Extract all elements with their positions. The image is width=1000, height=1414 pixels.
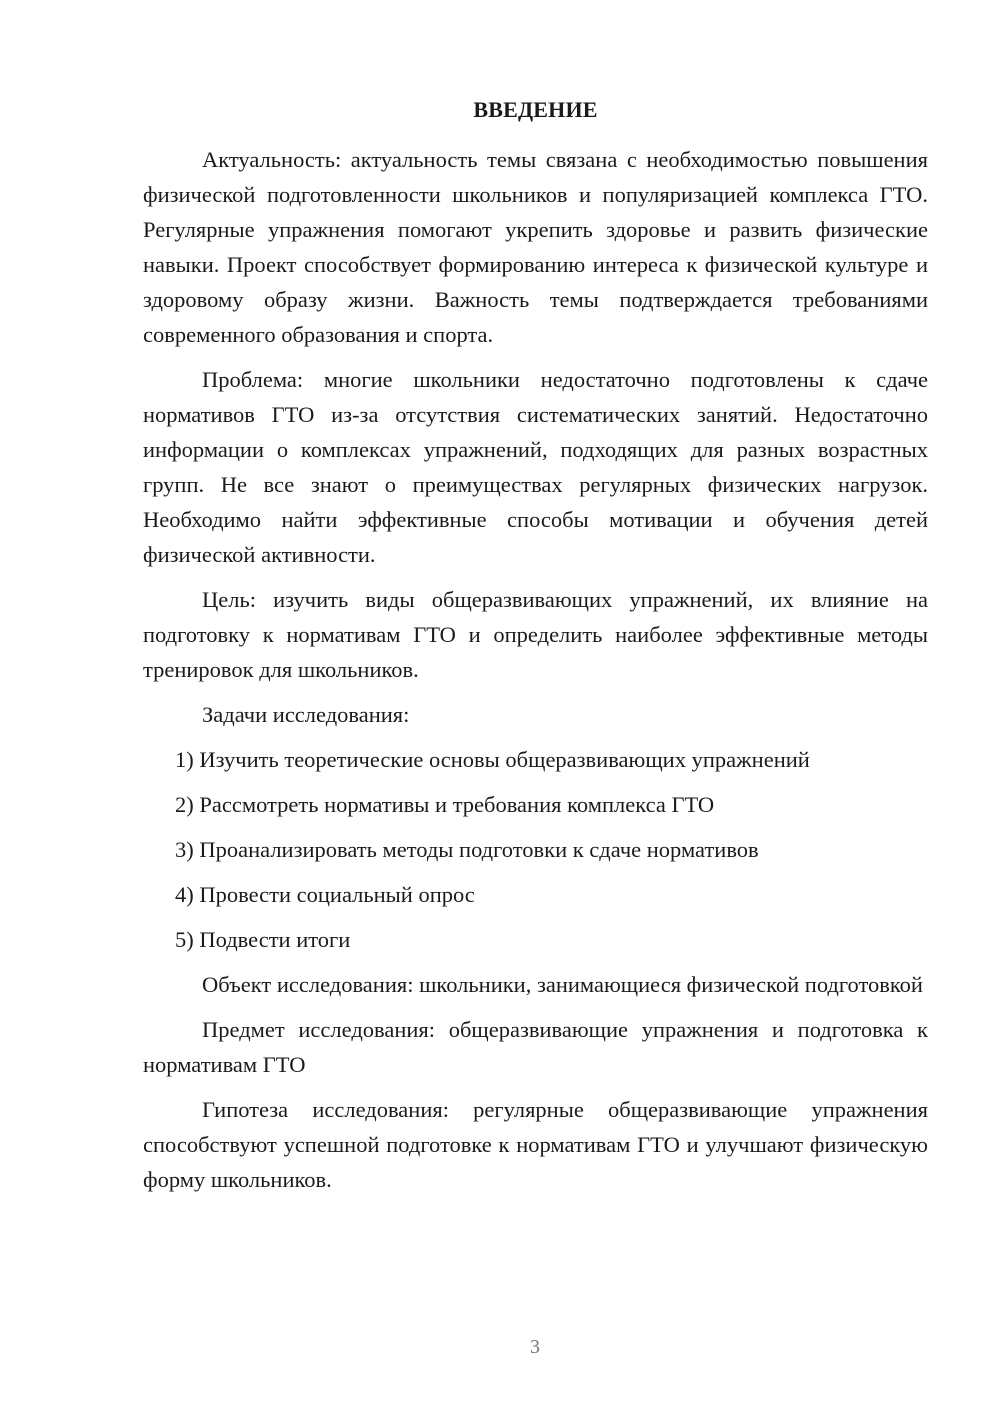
page-title: ВВЕДЕНИЕ [473, 97, 598, 122]
task-item: 1) Изучить теоретические основы общеразвивающих упражнений [175, 747, 810, 772]
task-item: 2) Рассмотреть нормативы и требования комплекса ГТО [175, 792, 715, 817]
subject-paragraph: Предмет исследования: общеразвивающие упражнения и подготовка к нормативам ГТО [143, 1017, 928, 1077]
tasks-heading: Задачи исследования: [202, 702, 410, 727]
task-item: 3) Проанализировать методы подготовки к сдаче нормативов [175, 837, 759, 862]
goal-paragraph: Цель: изучить виды общеразвивающих упражнений, их влияние на подготовку к нормативам ГТО и определить наиболее эффективные методы тренировок для школьников. [143, 587, 928, 682]
tasks-list [143, 742, 928, 957]
document-page [143, 96, 928, 1207]
page-number: 3 [530, 1336, 540, 1358]
problem-paragraph: Проблема: многие школьники недостаточно подготовлены к сдаче нормативов ГТО из-за отсутствия систематических занятий. Недостаточно информации о комплексах упражнений, подходящих для разных возрастных групп. Не все знают о преимуществах регулярных физических нагрузок. Необходимо найти эффективные способы мотивации и обучения детей физической активности. [143, 367, 928, 567]
hypothesis-paragraph: Гипотеза исследования: регулярные общеразвивающие упражнения способствуют успешной подготовке к нормативам ГТО и улучшают физическую форму школьников. [143, 1097, 928, 1192]
task-item: 4) Провести социальный опрос [175, 882, 475, 907]
object-paragraph: Объект исследования: школьники, занимающиеся физической подготовкой [202, 972, 923, 997]
relevance-paragraph: Актуальность: актуальность темы связана с необходимостью повышения физической подготовленности школьников и популяризацией комплекса ГТО. Регулярные упражнения помогают укрепить здоровье и развить физические навыки. Проект способствует формированию интереса к физической культуре и здоровому образу жизни. Важность темы подтверждается требованиями современного образования и спорта. [143, 147, 928, 347]
task-item: 5) Подвести итоги [175, 927, 351, 952]
